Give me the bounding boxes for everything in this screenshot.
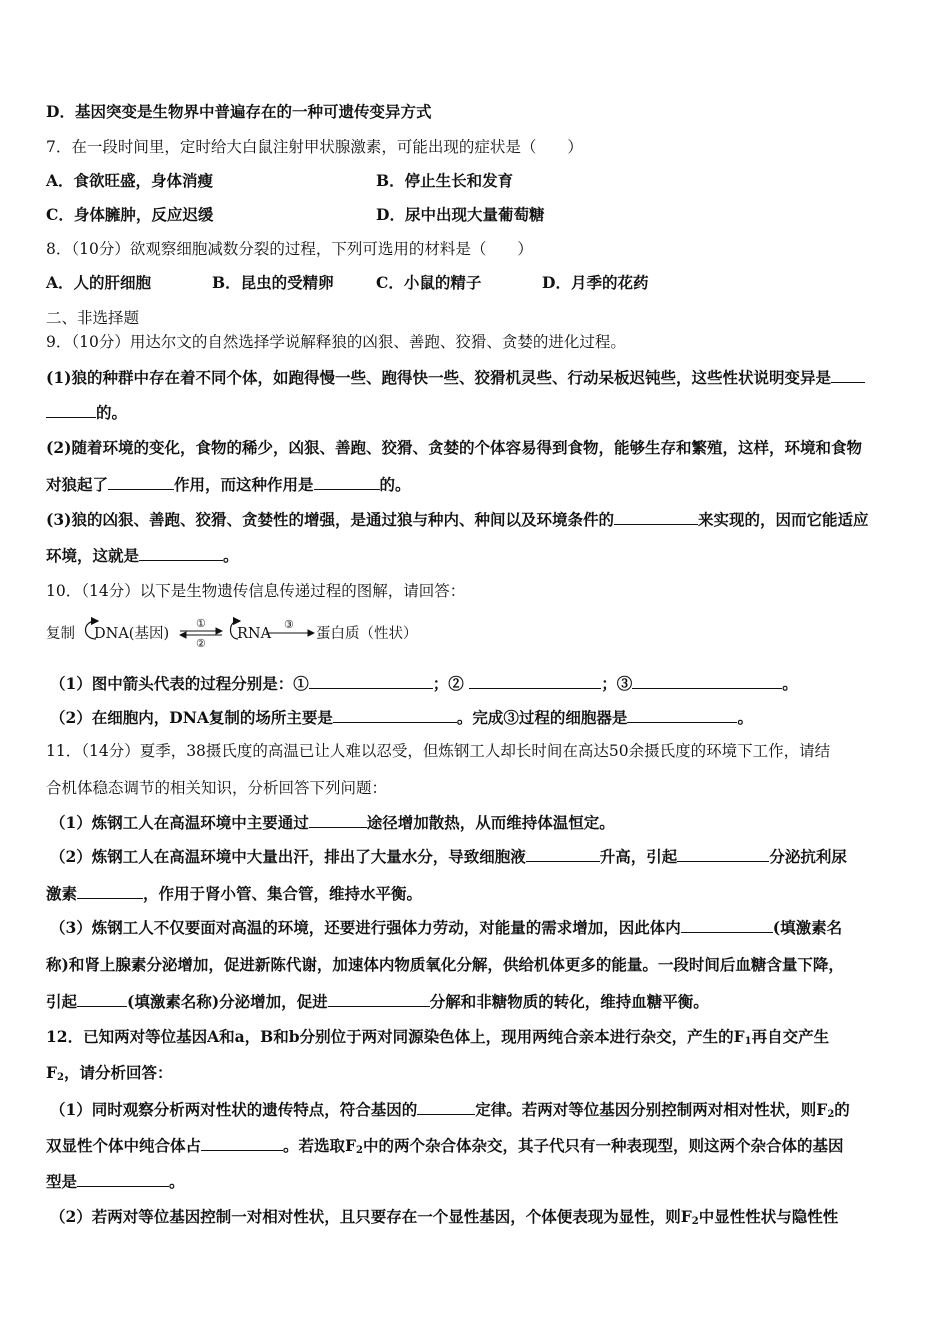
q8-option-b: B．昆虫的受精卵: [212, 273, 334, 292]
answer-blank[interactable]: [328, 991, 430, 1007]
q11-part3: （3）炼钢工人不仅要面对高温的环境，还要进行强体力劳动，对能量的需求增加，因此体内 (填激素名: [50, 918, 843, 937]
answer-blank[interactable]: [627, 707, 737, 723]
arrow-2-label: ②: [196, 637, 206, 650]
q10-part2: （2）在细胞内，DNA复制的场所主要是 。完成③过程的细胞器是 。: [50, 708, 753, 727]
q11-stem: 11．（14分）夏季，38摄氏度的高温已让人难以忍受，但炼钢工人却长时间在高达50余摄氏度的环境下工作，请结: [46, 742, 831, 760]
answer-blank[interactable]: [831, 367, 865, 383]
answer-blank[interactable]: [309, 673, 433, 689]
q7-stem: 7．在一段时间里，定时给大白鼠注射甲状腺激素，可能出现的症状是（ ）: [46, 138, 583, 156]
q7-option-c: C．身体臃肿，反应迟缓: [46, 205, 214, 224]
q7-option-a: A．食欲旺盛，身体消瘦: [46, 171, 214, 190]
arrow-1-label: ①: [196, 617, 206, 630]
answer-blank[interactable]: [417, 1099, 475, 1115]
q7-option-b: B．停止生长和发育: [376, 171, 514, 190]
answer-blank[interactable]: [201, 1135, 283, 1151]
answer-blank[interactable]: [77, 1171, 169, 1187]
q11-part3-cont: 称)和肾上腺素分泌增加，促进新陈代谢，加速体内物质氧化分解，供给机体更多的能量。一段时间后血糖含量下降，: [46, 955, 844, 974]
q9-part2-cont: 对狼起了 作用，而这种作用是 的。: [46, 475, 411, 494]
q12-part2: （2）若两对等位基因控制一对相对性状，且只要存在一个显性基因，个体便表现为显性，则$F_2$中显性性状与隐性性: [50, 1207, 839, 1227]
q12-stem-cont: $F_2$，请分析回答：: [46, 1063, 173, 1083]
answer-blank[interactable]: [681, 917, 773, 933]
q9-stem: 9．（10分）用达尔文的自然选择学说解释狼的凶狠、善跑、狡猾、贪婪的进化过程。: [46, 333, 626, 351]
rna-label: RNA: [237, 626, 272, 642]
q8-option-c: C．小鼠的精子: [376, 273, 482, 292]
q8-option-a: A．人的肝细胞: [46, 273, 152, 292]
q11-part2-cont: 激素 ，作用于肾小管、集合管，维持水平衡。: [46, 884, 423, 903]
dna-label: DNA(基因): [94, 626, 170, 642]
protein-label: 蛋白质（性状）: [316, 626, 418, 642]
answer-blank[interactable]: [46, 402, 96, 418]
q12-part1-cont2: 型是 。: [46, 1172, 185, 1191]
answer-blank[interactable]: [314, 474, 380, 490]
q8-option-d: D．月季的花药: [542, 273, 649, 292]
q6-option-d: D．基因突变是生物界中普遍存在的一种可遗传变异方式: [46, 102, 432, 121]
q11-part1: （1）炼钢工人在高温环境中主要通过 途径增加散热，从而维持体温恒定。: [50, 813, 615, 832]
q9-part2: (2)随着环境的变化，食物的稀少，凶狠、善跑、狡猾、贪婪的个体容易得到食物，能够生存和繁殖，这样，环境和食物: [46, 438, 862, 457]
answer-blank[interactable]: [632, 673, 782, 689]
answer-blank[interactable]: [108, 474, 174, 490]
answer-blank[interactable]: [614, 509, 698, 525]
gene-expression-diagram: [44, 617, 464, 651]
replication-label: 复制: [46, 626, 75, 642]
section-heading: 二、非选择题: [46, 309, 140, 327]
q12-part1: （1）同时观察分析两对性状的遗传特点，符合基因的 定律。若两对等位基因分别控制两对相对性状，则$F_2$的: [50, 1100, 850, 1120]
answer-blank[interactable]: [333, 707, 457, 723]
q9-part3: (3)狼的凶狠、善跑、狡猾、贪婪性的增强，是通过狼与种内、种间以及环境条件的 来实现的，因而它能适应: [46, 510, 869, 529]
answer-blank[interactable]: [77, 883, 143, 899]
arrow-3-label: ③: [284, 618, 294, 631]
q9-part1: (1)狼的种群中存在着不同个体，如跑得慢一些、跑得快一些、狡猾机灵些、行动呆板迟钝些，这些性状说明变异是: [46, 367, 865, 388]
q9-part1-cont: 的。: [46, 402, 127, 423]
answer-blank[interactable]: [469, 673, 601, 689]
q11-part3-cont2: 引起 (填激素名称)分泌增加，促进 分解和非糖物质的转化，维持血糖平衡。: [46, 992, 709, 1011]
q10-stem: 10．（14分）以下是生物遗传信息传递过程的图解，请回答：: [46, 582, 466, 600]
answer-blank[interactable]: [526, 846, 600, 862]
answer-blank[interactable]: [309, 812, 367, 828]
q8-stem: 8．（10分）欲观察细胞减数分裂的过程，下列可选用的材料是（ ）: [46, 240, 533, 258]
q10-part1: （1）图中箭头代表的过程分别是：① ；② ；③ 。: [50, 674, 798, 693]
q11-part2: （2）炼钢工人在高温环境中大量出汗，排出了大量水分，导致细胞液 升高，引起 分泌抗利尿: [50, 847, 847, 866]
q7-option-d: D．尿中出现大量葡萄糖: [376, 205, 545, 224]
answer-blank[interactable]: [77, 991, 127, 1007]
answer-blank[interactable]: [139, 545, 223, 561]
q12-stem: 12．已知两对等位基因A和a，B和b分别位于两对同源染色体上，现用两纯合亲本进行杂交，产生的$F_1$再自交产生: [46, 1027, 830, 1047]
q11-stem-cont: 合机体稳态调节的相关知识，分析回答下列问题：: [46, 779, 388, 797]
answer-blank[interactable]: [677, 846, 769, 862]
q12-part1-cont: 双显性个体中纯合体占 。若选取$F_2$中的两个杂合体杂交，其子代只有一种表现型，则这两个杂合体的基因: [46, 1136, 844, 1156]
q9-part3-cont: 环境，这就是 。: [46, 546, 239, 565]
